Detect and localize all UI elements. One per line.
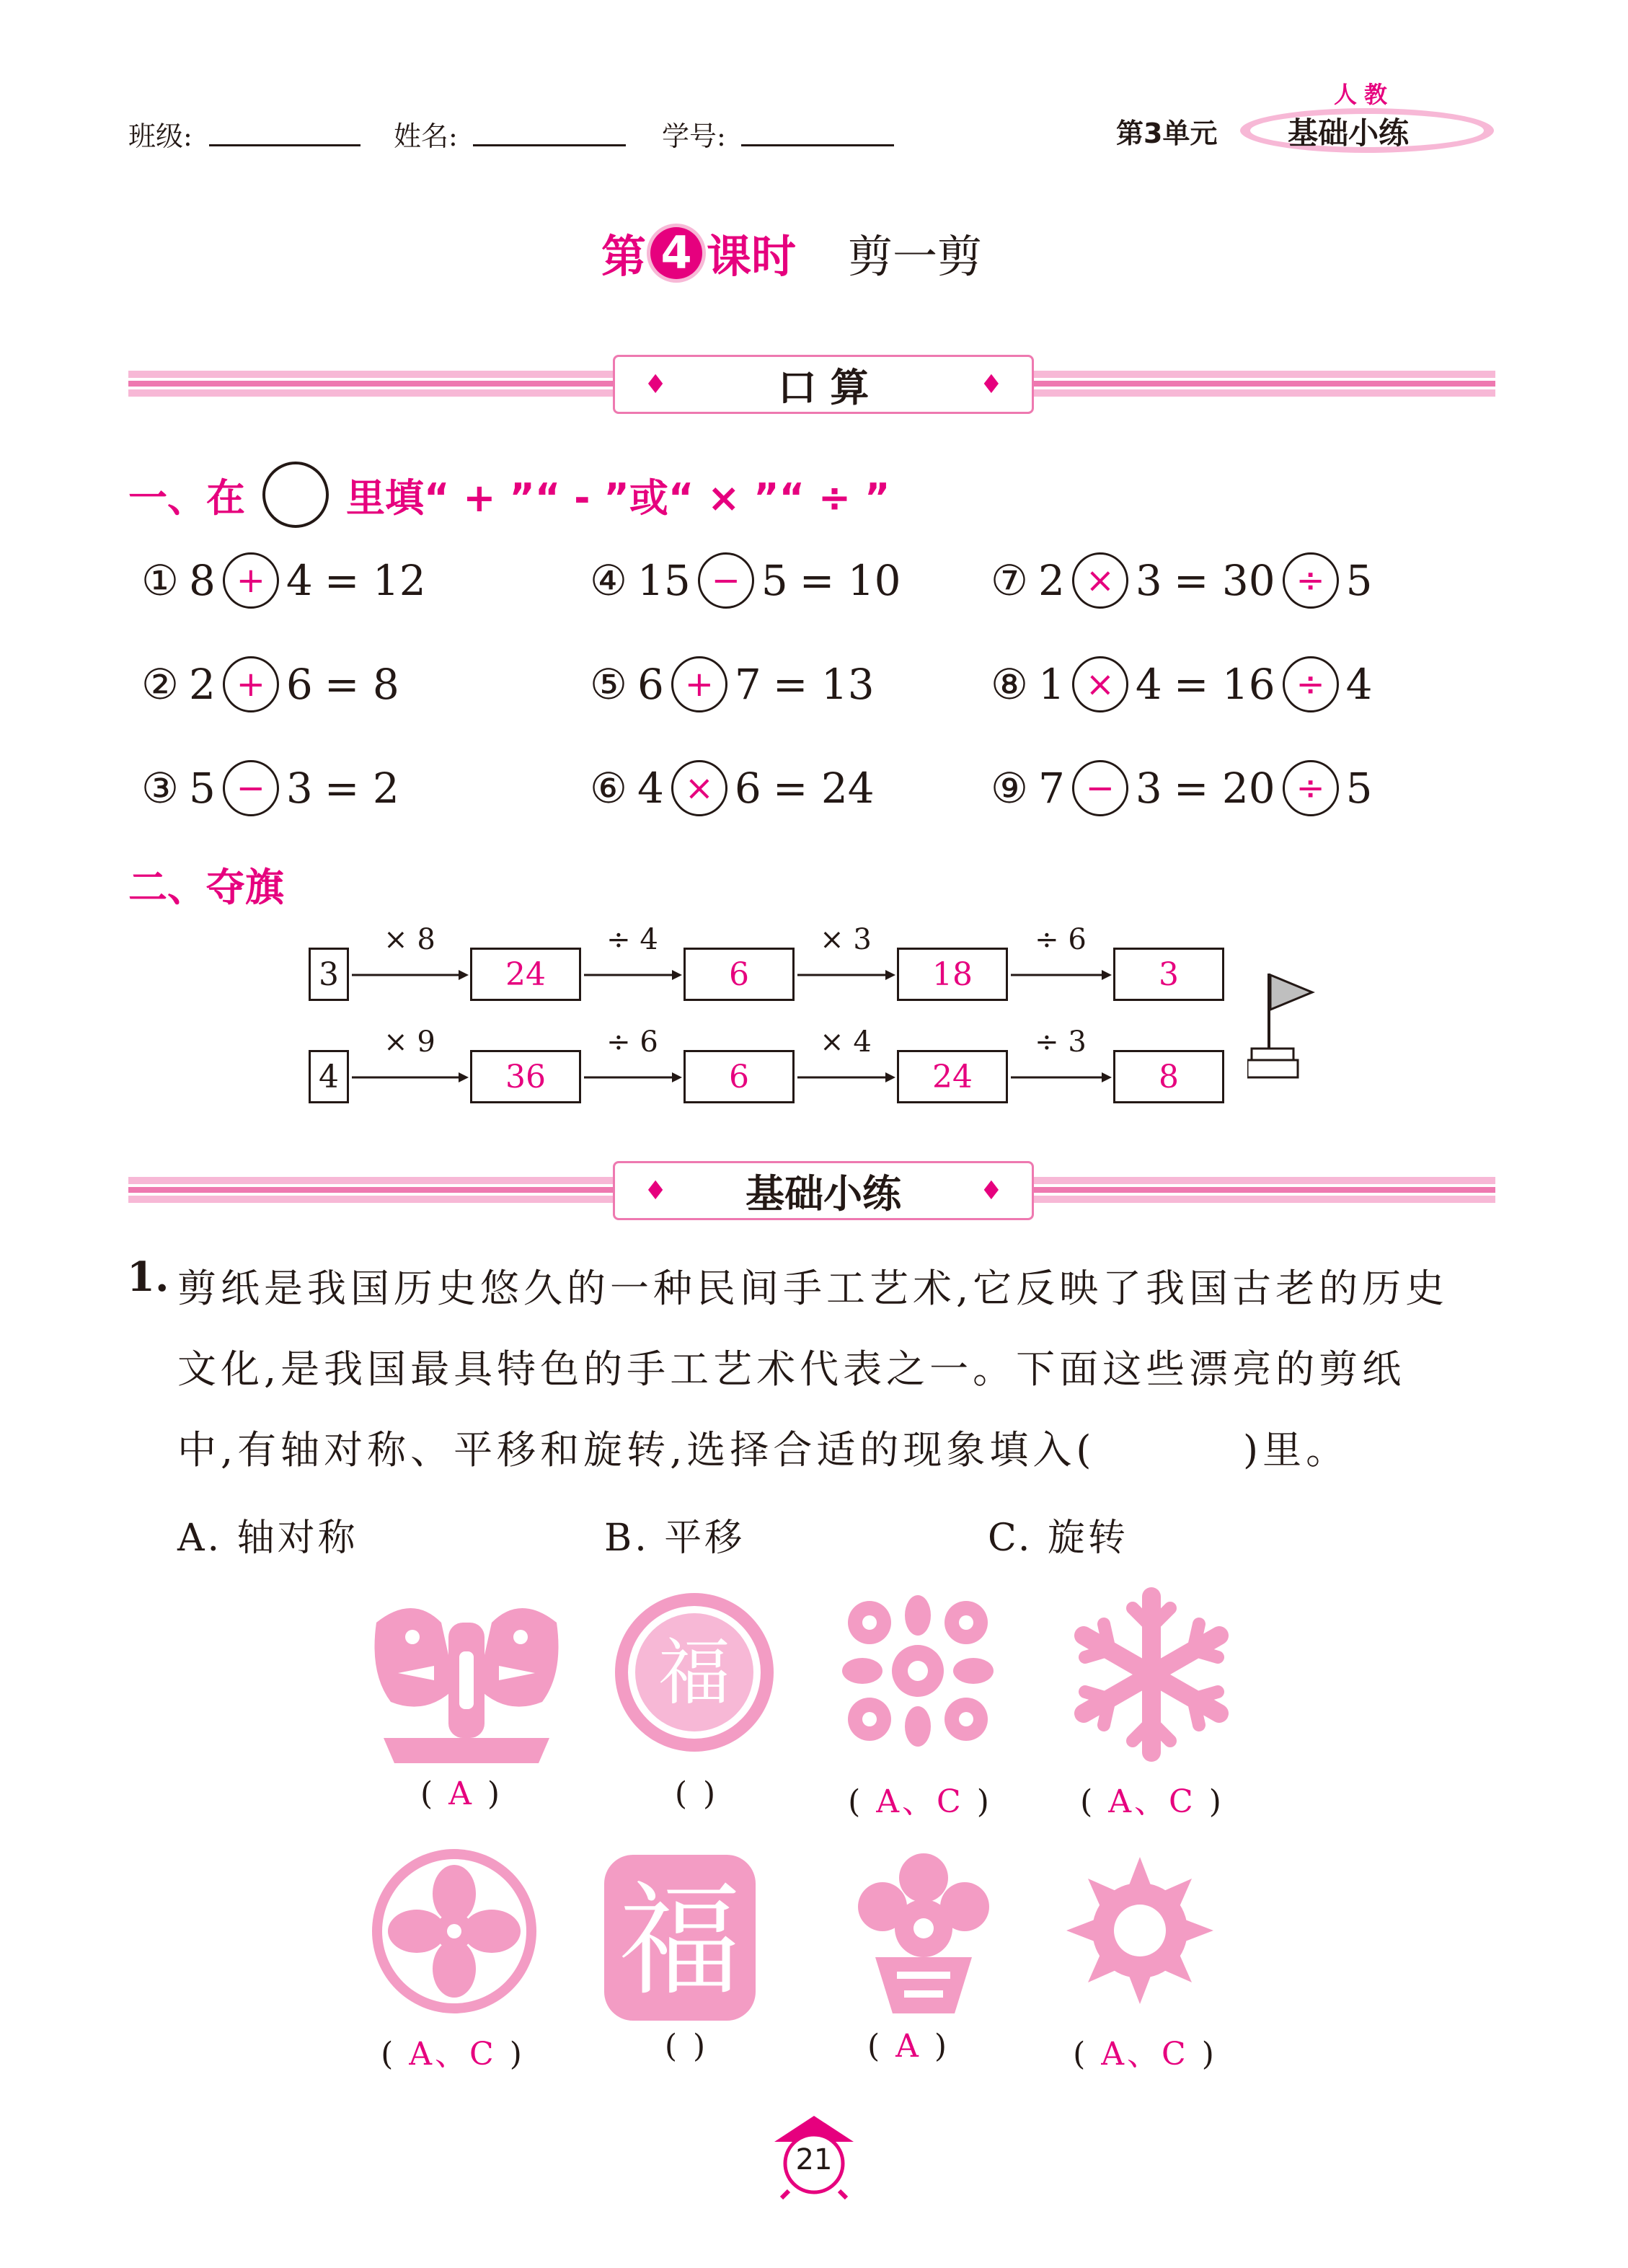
answer-paren[interactable]: ( A、C ) <box>1073 2036 1217 2073</box>
papercut-rosette-image <box>371 1848 538 2015</box>
arrow-icon <box>349 1070 470 1085</box>
operand: 3 <box>1135 764 1162 813</box>
equation <box>991 656 1373 712</box>
lesson-name: 剪一剪 <box>848 230 983 283</box>
name-label: 姓名: <box>394 120 458 152</box>
papercut-flower-basket-image <box>846 1849 1001 2016</box>
operator-circle[interactable]: + <box>223 552 279 609</box>
fu-character: 福 <box>618 1870 742 2013</box>
operand: 4 <box>1345 660 1373 709</box>
answer-paren[interactable]: ( A、C ) <box>381 2036 525 2073</box>
diamond-icon: ♦ <box>979 1176 1003 1206</box>
section-ribbon-oral <box>613 355 1034 414</box>
diamond-icon: ♦ <box>644 370 668 400</box>
papercut-snowflake-image <box>1070 1587 1233 1762</box>
equation-index: ① <box>141 556 179 605</box>
equation-index: ② <box>141 660 179 709</box>
equation <box>141 760 399 816</box>
choice-b: B. 平移 <box>604 1517 746 1560</box>
lesson-prefix: 第 <box>601 230 647 283</box>
arrow-icon <box>795 1070 897 1085</box>
question-line-1: 剪纸是我国历史悠久的一种民间手工艺术,它反映了我国古老的历史 <box>177 1266 1449 1311</box>
chain-answer-box[interactable]: 36 <box>470 1050 581 1103</box>
chain-operator: ÷ 6 <box>1035 923 1087 956</box>
operand: 5 <box>1345 764 1373 813</box>
answer-value: A、C <box>1101 2036 1189 2073</box>
question-number: 1. <box>127 1253 169 1301</box>
page-number: 21 <box>795 2143 833 2176</box>
operand: 4 <box>286 556 313 605</box>
operator-circle[interactable]: ÷ <box>1283 656 1339 712</box>
answer-paren[interactable]: ( A、C ) <box>1080 1783 1224 1820</box>
question-2-title: 二、夺旗 <box>128 865 284 910</box>
operand: 5 <box>1345 556 1373 605</box>
badge-label: 基础小练 <box>1288 115 1410 151</box>
result: = 12 <box>324 556 426 605</box>
equation-index: ④ <box>590 556 627 605</box>
answer-value: A、C <box>1108 1783 1196 1820</box>
question-1-title <box>128 462 890 528</box>
answer-value: A、C <box>876 1783 964 1820</box>
chain-operator: × 3 <box>820 923 872 956</box>
equation <box>141 656 399 712</box>
answer-value: A、C <box>409 2036 497 2073</box>
equation-index: ⑨ <box>991 764 1028 813</box>
result: = 2 <box>324 764 399 813</box>
chain-operator: × 8 <box>384 923 435 956</box>
section-ribbon-basic <box>613 1161 1034 1220</box>
lesson-title <box>601 221 982 285</box>
operand: 5 <box>189 764 216 813</box>
operator-circle[interactable]: − <box>223 760 279 816</box>
flag-icon <box>1247 968 1319 1083</box>
operand: 7 <box>734 660 761 709</box>
equation <box>991 552 1373 609</box>
arrow-icon <box>349 968 470 982</box>
chain-answer-box[interactable]: 24 <box>897 1050 1008 1103</box>
operand: 6 <box>286 660 313 709</box>
result: = 16 <box>1173 660 1275 709</box>
equation <box>590 552 901 609</box>
answer-paren[interactable]: ( A ) <box>420 1775 503 1812</box>
operator-circle[interactable]: × <box>1072 656 1128 712</box>
operator-circle[interactable]: × <box>1072 552 1128 609</box>
arrow-icon <box>1008 1070 1113 1085</box>
equation-index: ⑥ <box>590 764 627 813</box>
lesson-number-badge: 4 <box>650 227 702 279</box>
chain-operator: ÷ 6 <box>606 1025 658 1059</box>
operator-circle[interactable]: − <box>1072 760 1128 816</box>
equation-index: ⑤ <box>590 660 627 709</box>
chain-answer-box[interactable]: 3 <box>1113 948 1224 1001</box>
operand: 15 <box>637 556 691 605</box>
arrow-icon <box>581 1070 684 1085</box>
chain-operator: × 9 <box>384 1025 435 1059</box>
class-label: 班级: <box>128 120 193 152</box>
equation-index: ⑦ <box>991 556 1028 605</box>
operand: 4 <box>1135 660 1162 709</box>
result: = 13 <box>772 660 875 709</box>
lesson-suffix: 课时 <box>707 230 797 283</box>
section-ribbon-label: 口 算 <box>777 364 870 410</box>
choice-a: A. 轴对称 <box>177 1517 358 1560</box>
operand: 7 <box>1038 764 1065 813</box>
section-ribbon-label: 基础小练 <box>746 1170 901 1217</box>
answer-paren[interactable]: ( A ) <box>867 2028 950 2065</box>
equation-index: ⑧ <box>991 660 1028 709</box>
operator-circle[interactable]: ÷ <box>1283 552 1339 609</box>
papercut-sun-star-image <box>1066 1856 1214 2005</box>
result: = 24 <box>772 764 875 813</box>
chain-start-box: 3 <box>309 948 349 1001</box>
arrow-icon <box>795 968 897 982</box>
result: = 10 <box>799 556 901 605</box>
answer-value: A <box>895 2028 921 2065</box>
result: = 30 <box>1173 556 1275 605</box>
diamond-icon: ♦ <box>644 1176 668 1206</box>
equation <box>991 760 1373 816</box>
equation <box>590 656 875 712</box>
operator-circle[interactable]: ÷ <box>1283 760 1339 816</box>
class-field[interactable] <box>209 115 360 146</box>
badge-top-label: 人教 <box>1334 81 1395 108</box>
chain-answer-box[interactable]: 8 <box>1113 1050 1224 1103</box>
chain-operator: ÷ 4 <box>606 923 658 956</box>
diamond-icon: ♦ <box>979 370 1003 400</box>
chain-answer-box[interactable]: 18 <box>897 948 1008 1001</box>
chain-start-box: 4 <box>309 1050 349 1103</box>
chain-answer-box[interactable]: 24 <box>470 948 581 1001</box>
arrow-icon <box>581 968 684 982</box>
chain-operator: ÷ 3 <box>1035 1025 1087 1059</box>
answer-paren[interactable]: ( A、C ) <box>848 1783 992 1820</box>
unit-label: 第3单元 <box>1116 118 1218 149</box>
answer-paren[interactable]: ( ) <box>664 2028 709 2065</box>
arrow-icon <box>1008 968 1113 982</box>
answer-value: A <box>448 1775 474 1812</box>
name-field[interactable] <box>473 115 626 146</box>
operand: 2 <box>189 660 216 709</box>
question-line-3-end: )里。 <box>1243 1427 1350 1473</box>
operand: 5 <box>761 556 788 605</box>
question-line-2: 文化,是我国最具特色的手工艺术代表之一。下面这些漂亮的剪纸 <box>177 1346 1406 1392</box>
operator-circle[interactable]: + <box>223 656 279 712</box>
blank-circle-icon <box>262 462 329 528</box>
result: = 20 <box>1173 764 1275 813</box>
papercut-birds-image <box>369 1594 564 1767</box>
operand: 2 <box>1038 556 1065 605</box>
choice-c: C. 旋转 <box>988 1517 1128 1560</box>
operand: 6 <box>637 660 664 709</box>
chain-operator: × 4 <box>820 1025 872 1059</box>
answer-paren[interactable]: ( ) <box>674 1775 719 1812</box>
result: = 8 <box>324 660 399 709</box>
papercut-fu-character-image <box>604 1855 756 2021</box>
operator-circle[interactable]: + <box>671 656 727 712</box>
equation <box>141 552 426 609</box>
operand: 1 <box>1038 660 1065 709</box>
operand: 3 <box>1135 556 1162 605</box>
operand: 3 <box>286 764 313 813</box>
q1-title-part-a: 一、在 <box>128 475 245 521</box>
operand: 6 <box>734 764 761 813</box>
operator-circle[interactable]: × <box>671 760 727 816</box>
question-line-3: 中,有轴对称、平移和旋转,选择合适的现象填入( <box>177 1427 1096 1473</box>
equation-index: ③ <box>141 764 179 813</box>
operator-circle[interactable]: − <box>698 552 754 609</box>
chain-answer-box[interactable]: 6 <box>684 948 795 1001</box>
student-id-field[interactable] <box>741 115 894 146</box>
equation <box>590 760 875 816</box>
chain-answer-box[interactable]: 6 <box>684 1050 795 1103</box>
papercut-floral-square-image <box>841 1594 995 1748</box>
papercut-fu-round-image <box>613 1591 776 1754</box>
operand: 8 <box>189 556 216 605</box>
student-id-label: 学号: <box>662 120 726 152</box>
fu-character: 福 <box>658 1631 730 1715</box>
operand: 4 <box>637 764 664 813</box>
q1-title-part-b: 里填“ + ”“ - ”或“ × ”“ ÷ ” <box>346 475 890 521</box>
